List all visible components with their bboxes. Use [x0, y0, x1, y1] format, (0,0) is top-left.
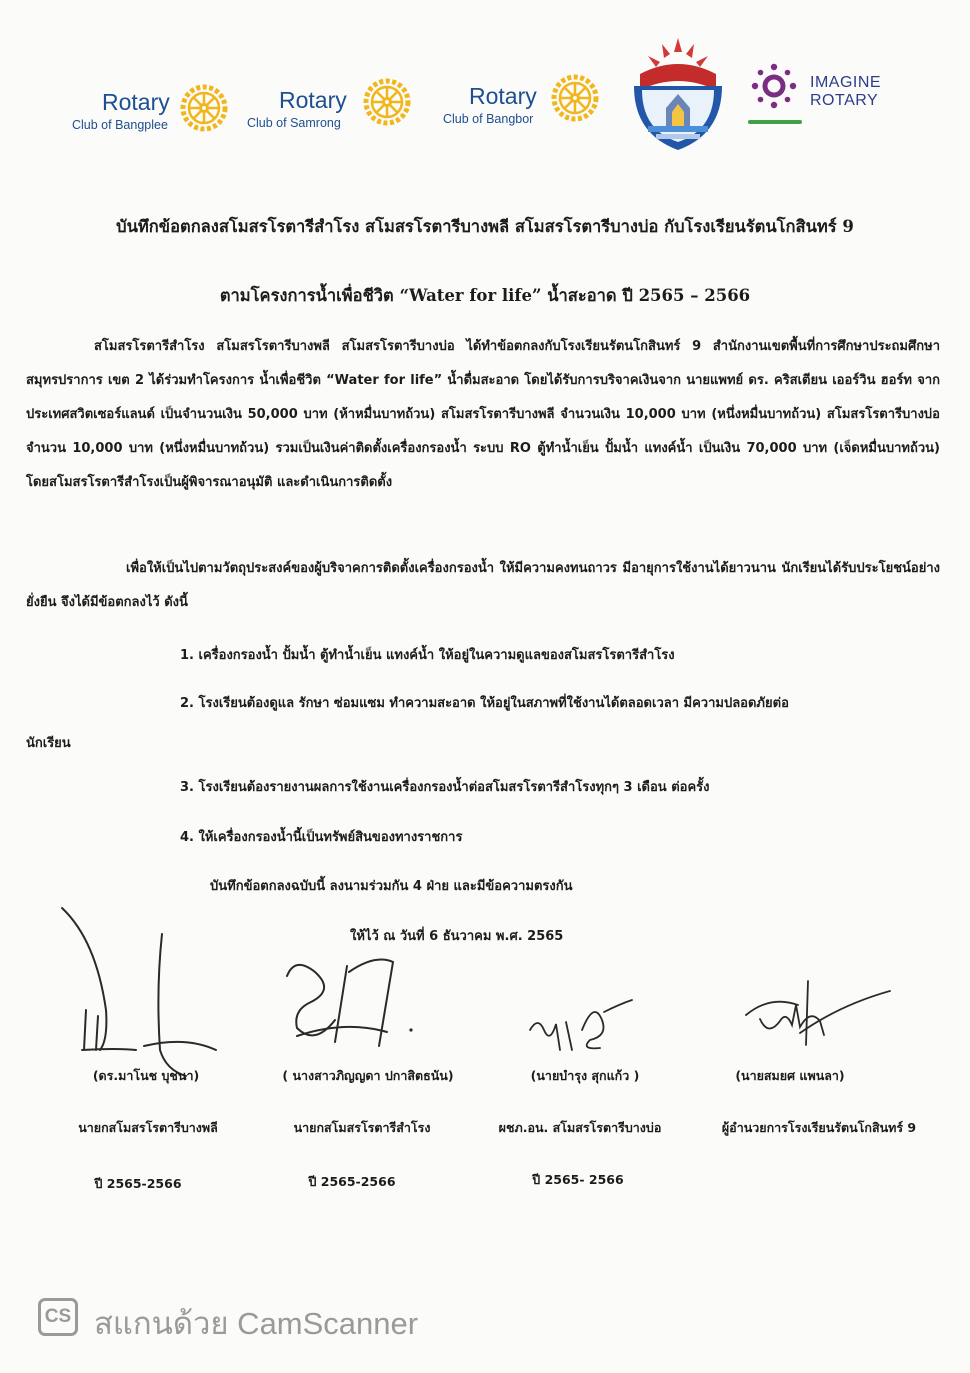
club-name: Club of Bangbor	[443, 112, 534, 126]
document-title-line1: บันทึกข้อตกลงสโมสรโรตารีสำโรง สโมสรโรตารีบางพลี สโมสรโรตารีบางบ่อ กับโรงเรียนรัตนโกสินทร์ 9	[116, 217, 854, 236]
signature-3	[520, 990, 640, 1060]
imagine-rotary-logo	[748, 60, 908, 130]
school-emblem-icon	[626, 34, 730, 154]
signature-1	[56, 900, 226, 1080]
signature-2	[275, 950, 425, 1060]
paragraph-2: เพื่อให้เป็นไปตามวัตถุประสงค์ของผู้บริจาคการติดตั้งเครื่องกรองน้ำ ให้มีความคงทนถาวร มีอายุการใช้งานได้ยาวนาน นักเรียนได้รับประโยชน์อย่างยั่งยืน จึงได้มีข้อตกลงไว้ ดังนี้	[26, 561, 940, 610]
agreement-item-2-cont: นักเรียน	[26, 736, 71, 751]
rotary-wheel-icon	[180, 84, 228, 132]
camscanner-badge-icon	[38, 1298, 78, 1336]
signing-date: ให้ไว้ ณ วันที่ 6 ธันวาคม พ.ศ. 2565	[350, 929, 564, 944]
rotary-bangbor-logo	[443, 74, 603, 130]
signatory-4-name: (นายสมยศ แพนลา)	[735, 1068, 845, 1083]
green-underline	[748, 120, 802, 124]
camscanner-badge-text: CS	[44, 1306, 72, 1327]
agreement-item-2: 2. โรงเรียนต้องดูแล รักษา ซ่อมแซม ทำความสะอาด ให้อยู่ในสภาพที่ใช้งานได้ตลอดเวลา มีความปลอดภัยต่อ	[180, 696, 789, 711]
signatory-1-term: ปี 2565-2566	[94, 1176, 182, 1191]
rotary-wordmark: Rotary	[469, 83, 537, 109]
signature-4	[740, 975, 900, 1055]
agreement-item-3: 3. โรงเรียนต้องรายงานผลการใช้งานเครื่องกรองน้ำต่อสโมสรโรตารีสำโรงทุกๆ 3 เดือน ต่อครั้ง	[180, 780, 710, 795]
signatory-3-position: ผชภ.อน. สโมสรโรตารีบางบ่อ	[498, 1120, 662, 1135]
club-name: Club of Bangplee	[72, 118, 168, 132]
rotary-samrong-logo	[247, 78, 417, 134]
signatory-2-term: ปี 2565-2566	[308, 1174, 396, 1189]
imagine-rotary-icon	[748, 60, 800, 112]
imagine-text: IMAGINE	[810, 74, 882, 91]
document-title-line2: ตามโครงการน้ำเพื่อชีวิต “Water for life” น้ำสะอาด ปี 2565 – 2566	[219, 286, 751, 305]
camscanner-watermark	[38, 1296, 478, 1344]
signatory-1-position: นายกสโมสรโรตารีบางพลี	[78, 1120, 218, 1135]
agreement-item-4: 4. ให้เครื่องกรองน้ำนี้เป็นทรัพย์สินของทางราชการ	[180, 830, 463, 845]
signatory-4-position: ผู้อำนวยการโรงเรียนรัตนโกสินทร์ 9	[721, 1120, 917, 1135]
rotary-wordmark: Rotary	[102, 89, 170, 115]
club-name: Club of Samrong	[247, 116, 341, 130]
rotary-wordmark: Rotary	[279, 87, 347, 113]
agreement-item-1: 1. เครื่องกรองน้ำ ปั้มน้ำ ตู้ทำน้ำเย็น แทงค์น้ำ ให้อยู่ในความดูแลของสโมสรโรตารีสำโรง	[180, 648, 675, 663]
rotary-wheel-icon	[551, 74, 599, 122]
signatory-1-name: (ดร.มาโนช บุชนา)	[92, 1068, 200, 1083]
signatory-2-position: นายกสโมสรโรตารีสำโรง	[293, 1120, 431, 1135]
camscanner-text: สแกนด้วย CamScanner	[94, 1306, 419, 1341]
rotary-text: ROTARY	[810, 92, 879, 109]
signatory-3-name: (นายบำรุง สุกแก้ว )	[530, 1068, 640, 1083]
rotary-bangplee-logo	[72, 84, 232, 136]
paragraph-1: สโมสรโรตารีสำโรง สโมสรโรตารีบางพลี สโมสรโรตารีบางบ่อ ได้ทำข้อตกลงกับโรงเรียนรัตนโกสินทร์ 9 สำนักงานเขตพื้นที่การศึกษาประถมศึกษาสมุทรปราการ เขต 2 ได้ร่วมทำโครงการ น้ำเพื่อชีวิต “Water for life” น้ำดื่มสะอาด โดยได้รับการบริจาคเงินจาก นายแพทย์ ดร. คริสเตียน เออร์วิน ฮอร์ท จากประเทศสวิตเซอร์แลนด์ เป็นจำนวนเงิน 50,000 บาท (ห้าหมื่นบาทถ้วน) สโมสรโรตารีบางพลี จำนวนเงิน 10,000 บาท (หนึ่งหมื่นบาทถ้วน) สโมสรโรตารีบางบ่อ จำนวน 10,000 บาท (หนึ่งหมื่นบาทถ้วน) รวมเป็นเงินค่าติดตั้งเครื่องกรองน้ำ ระบบ RO ตู้ทำน้ำเย็น ปั้มน้ำ แทงค์น้ำ เป็นเงิน 70,000 บาท (เจ็ดหมื่นบาทถ้วน) โดยสโมสรโรตารีสำโรงเป็นผู้พิจารณาอนุมัติ และดำเนินการติดตั้ง	[26, 339, 940, 490]
signatory-2-name: ( นางสาวภิญญดา ปกาสิตธนัน)	[282, 1068, 454, 1083]
closing-statement: บันทึกข้อตกลงฉบับนี้ ลงนามร่วมกัน 4 ฝ่าย และมีข้อความตรงกัน	[210, 879, 573, 894]
signatory-3-term: ปี 2565- 2566	[532, 1172, 624, 1187]
rotary-wheel-icon	[363, 78, 411, 126]
